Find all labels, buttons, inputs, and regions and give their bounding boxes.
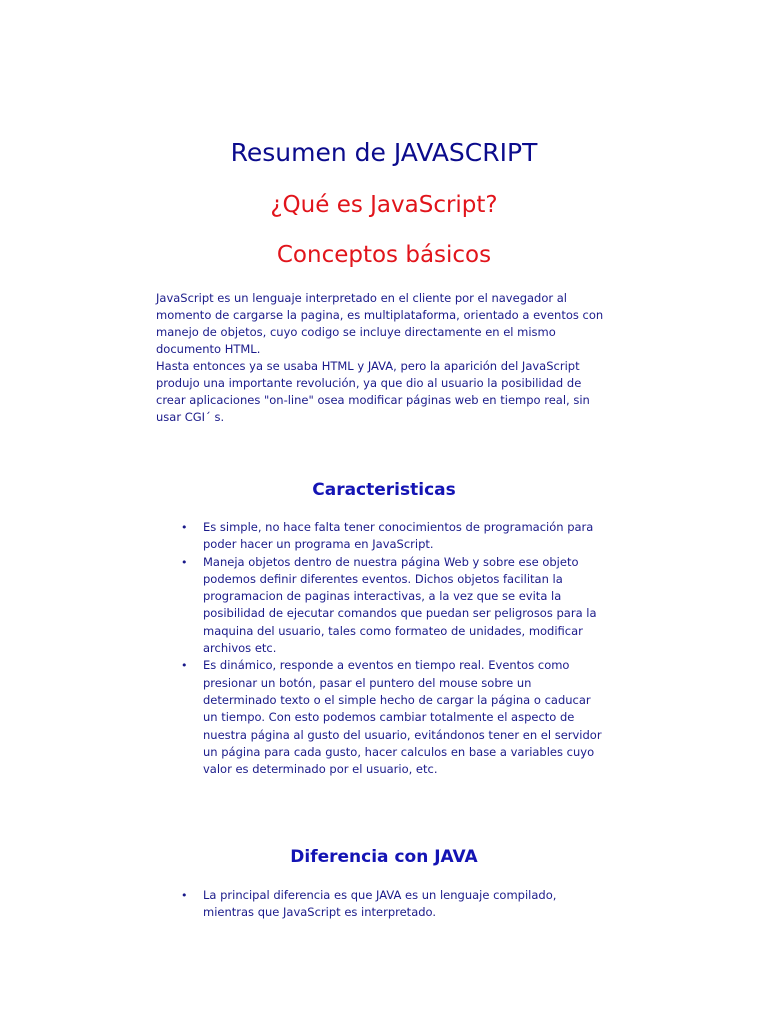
list-item bbox=[176, 554, 636, 658]
list-item-line: mientras que JavaScript es interpretado. bbox=[203, 905, 437, 920]
list-item-line: poder hacer un programa en JavaScript. bbox=[203, 537, 434, 552]
list-item-line: maquina del usuario, tales como formateo de unidades, modificar bbox=[203, 623, 583, 638]
list-item-line: presionar un botón, pasar el puntero del mouse sobre un bbox=[203, 675, 532, 690]
list-item bbox=[176, 657, 636, 778]
list-item bbox=[176, 519, 636, 554]
list-item-line: un tiempo. Con esto podemos cambiar totalmente el aspecto de bbox=[203, 710, 575, 725]
intro-paragraph bbox=[156, 290, 626, 426]
list-item bbox=[176, 887, 636, 922]
intro-line: crear aplicaciones "on-line" osea modificar páginas web en tiempo real, sin bbox=[156, 393, 590, 407]
bullet-icon: • bbox=[181, 521, 188, 534]
list-item-line: un página para cada gusto, hacer calculos en base a variables cuyo bbox=[203, 744, 595, 759]
list-item-line: Maneja objetos dentro de nuestra página Web y sobre ese objeto bbox=[203, 554, 579, 569]
subtitle-concepts: Conceptos básicos bbox=[276, 242, 492, 268]
intro-line: Hasta entonces ya se usaba HTML y JAVA, pero la aparición del JavaScript bbox=[156, 359, 580, 373]
intro-line: momento de cargarse la pagina, es multiplataforma, orientado a eventos con bbox=[156, 308, 604, 322]
subtitle-question: ¿Qué es JavaScript? bbox=[270, 192, 498, 218]
list-item-line: posibilidad de ejecutar comandos que puedan ser peligrosos para la bbox=[203, 606, 597, 621]
diferencia-list bbox=[176, 887, 636, 922]
bullet-icon: • bbox=[181, 555, 188, 569]
list-item-line: Es simple, no hace falta tener conocimientos de programación para bbox=[203, 520, 594, 534]
list-item-line: archivos etc. bbox=[203, 641, 277, 656]
intro-line: documento HTML. bbox=[156, 342, 261, 356]
list-item-line: programacion de paginas interactivas, a la vez que se evita la bbox=[203, 589, 562, 604]
section-heading-diferencia: Diferencia con JAVA bbox=[290, 847, 478, 867]
list-item-line: podemos definir diferentes eventos. Dichos objetos facilitan la bbox=[203, 571, 563, 586]
intro-line: usar CGI´ s. bbox=[156, 410, 225, 424]
list-item-line: determinado texto o el simple hecho de cargar la página o caducar bbox=[203, 692, 591, 707]
list-item-line: nuestra página al gusto del usuario, evitándonos tener en el servidor bbox=[203, 727, 602, 742]
bullet-icon: • bbox=[181, 659, 188, 673]
intro-line: manejo de objetos, cuyo codigo se incluye directamente en el mismo bbox=[156, 325, 556, 339]
bullet-icon: • bbox=[181, 889, 188, 902]
list-item-line: Es dinámico, responde a eventos en tiempo real. Eventos como bbox=[203, 658, 570, 673]
list-item-line: valor es determinado por el usuario, etc. bbox=[203, 762, 438, 777]
section-heading-caracteristicas: Caracteristicas bbox=[312, 480, 456, 500]
caracteristicas-list bbox=[176, 519, 636, 778]
list-item-line: La principal diferencia es que JAVA es un lenguaje compilado, bbox=[203, 888, 557, 902]
document-title: Resumen de JAVASCRIPT bbox=[230, 138, 538, 167]
intro-line: JavaScript es un lenguaje interpretado en el cliente por el navegador al bbox=[156, 291, 568, 305]
intro-line: produjo una importante revolución, ya que dio al usuario la posibilidad de bbox=[156, 376, 582, 390]
